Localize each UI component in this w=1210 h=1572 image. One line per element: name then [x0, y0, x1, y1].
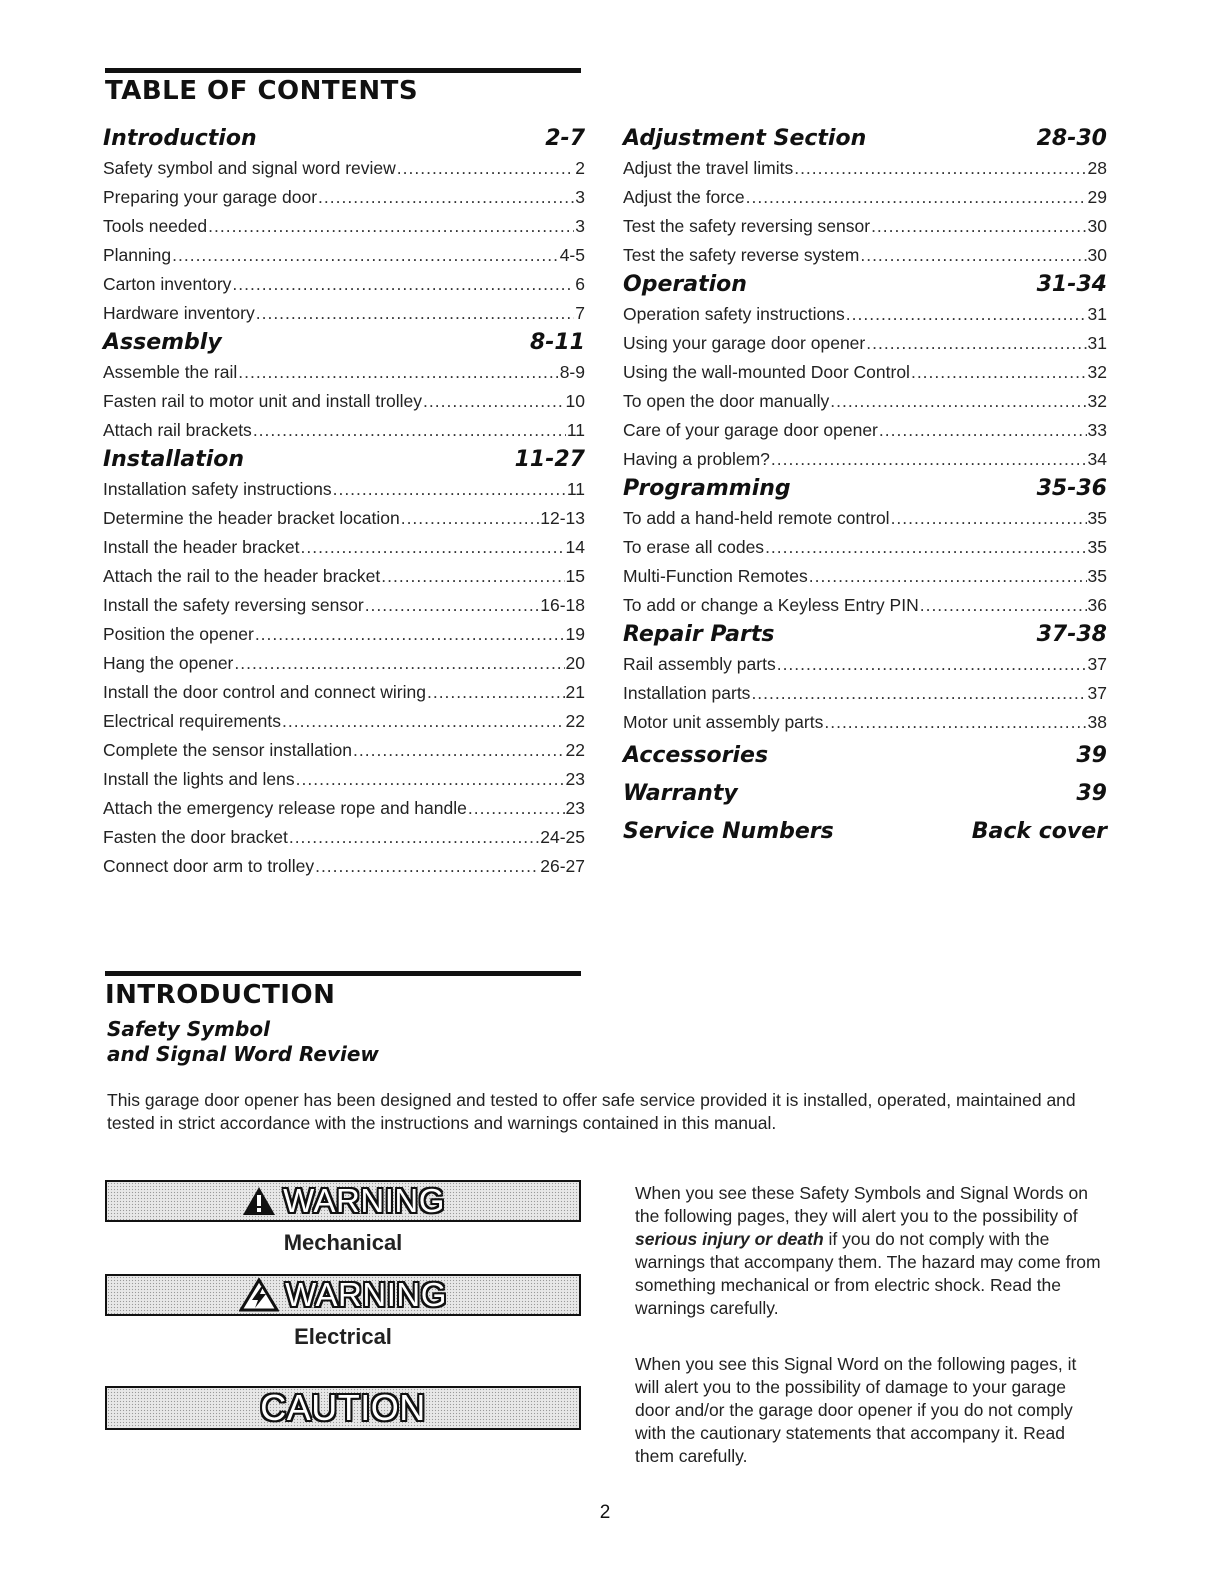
- intro-title: INTRODUCTION: [105, 980, 336, 1010]
- toc-entry[interactable]: [103, 765, 585, 794]
- toc-section-pages: 37-38: [1036, 622, 1107, 647]
- toc-entry-text: Attach rail brackets: [103, 420, 252, 440]
- toc-section-pages: 11-27: [514, 447, 585, 472]
- warning-explanation: [635, 1182, 1105, 1320]
- toc-dot-leader: [794, 154, 1086, 183]
- toc-entry-page: 3: [575, 187, 585, 207]
- toc-dot-leader: [830, 387, 1086, 416]
- toc-dot-leader: [427, 678, 565, 707]
- toc-dot-leader: [860, 241, 1086, 270]
- toc-dot-leader: [381, 562, 564, 591]
- toc-entry-text: Hang the opener: [103, 653, 234, 673]
- toc-entry-page: 15: [565, 566, 585, 586]
- toc-dot-leader: [296, 765, 565, 794]
- toc-dot-leader: [751, 679, 1086, 708]
- toc-left-column: [103, 124, 585, 881]
- toc-entry-page: 30: [1087, 216, 1107, 236]
- toc-entry-page: 16-18: [540, 595, 585, 615]
- toc-entry-page: 33: [1087, 420, 1107, 440]
- toc-entry-text: Having a problem?: [623, 449, 770, 469]
- toc-entry-page: 26-27: [540, 856, 585, 876]
- toc-entry[interactable]: [103, 212, 585, 241]
- toc-dot-leader: [232, 270, 574, 299]
- toc-entry[interactable]: [623, 329, 1107, 358]
- toc-dot-leader: [920, 591, 1087, 620]
- toc-entry-text: Tools needed: [103, 216, 208, 236]
- warning-explanation-post: if you do not comply with the warnings that accompany them. The hazard may come from something mechanical or from electric shock. Read the warnings carefully.: [635, 1229, 1101, 1318]
- toc-entry-page: 4-5: [559, 245, 585, 265]
- toc-entry-text: Carton inventory: [103, 274, 232, 294]
- toc-entry[interactable]: [623, 679, 1107, 708]
- toc-entry[interactable]: [623, 416, 1107, 445]
- toc-entry-page: 8-9: [559, 362, 585, 382]
- toc-entry-text: Fasten rail to motor unit and install trolley: [103, 391, 423, 411]
- toc-entry-text: Preparing your garage door: [103, 187, 318, 207]
- toc-entry-page: 22: [565, 711, 585, 731]
- toc-entry-page: 23: [565, 769, 585, 789]
- toc-entry[interactable]: [103, 299, 585, 328]
- toc-entry[interactable]: [623, 183, 1107, 212]
- toc-entry-page: 10: [565, 391, 585, 411]
- toc-entry[interactable]: [103, 270, 585, 299]
- toc-section-heading[interactable]: [623, 775, 1107, 813]
- toc-dot-leader: [318, 183, 574, 212]
- toc-entry-page: 38: [1087, 712, 1107, 732]
- intro-subtitle: [107, 1017, 379, 1067]
- toc-entry[interactable]: [103, 852, 585, 881]
- toc-entry-text: Multi-Function Remotes: [623, 566, 808, 586]
- toc-entry[interactable]: [623, 300, 1107, 329]
- warning-electrical-sign: [105, 1274, 581, 1316]
- toc-entry-page: 31: [1087, 304, 1107, 324]
- toc-entry[interactable]: [103, 183, 585, 212]
- toc-entry[interactable]: [103, 794, 585, 823]
- intro-subtitle-line2: and Signal Word Review: [107, 1042, 379, 1066]
- toc-entry-page: 32: [1087, 362, 1107, 382]
- warning-word: WARNING: [285, 1276, 447, 1313]
- toc-section-pages: Back cover: [971, 819, 1107, 844]
- toc-entry-text: Motor unit assembly parts: [623, 712, 824, 732]
- toc-section-heading[interactable]: [623, 270, 1107, 300]
- toc-entry-page: 34: [1087, 449, 1107, 469]
- toc-entry-text: Using your garage door opener: [623, 333, 866, 353]
- toc-entry-page: 28: [1087, 158, 1107, 178]
- toc-entry[interactable]: [103, 736, 585, 765]
- toc-entry-text: Test the safety reverse system: [623, 245, 860, 265]
- intro-subtitle-line1: Safety Symbol: [107, 1017, 270, 1041]
- toc-right-column: [623, 124, 1107, 851]
- lightning-triangle-icon: [239, 1278, 279, 1312]
- toc-section-pages: 35-36: [1036, 476, 1107, 501]
- toc-title: TABLE OF CONTENTS: [105, 76, 419, 106]
- toc-entry-text: Complete the sensor installation: [103, 740, 353, 760]
- warning-word: WARNING: [283, 1182, 445, 1219]
- toc-entry-text: Install the safety reversing sensor: [103, 595, 364, 615]
- toc-entry[interactable]: [623, 154, 1107, 183]
- toc-entry-page: 23: [565, 798, 585, 818]
- toc-entry-page: 21: [565, 682, 585, 702]
- toc-section-heading[interactable]: [103, 328, 585, 358]
- toc-dot-leader: [809, 562, 1087, 591]
- toc-entry[interactable]: [103, 241, 585, 270]
- toc-entry-page: 20: [565, 653, 585, 673]
- toc-section-title: Accessories: [623, 743, 769, 768]
- toc-entry[interactable]: [623, 212, 1107, 241]
- toc-entry[interactable]: [103, 562, 585, 591]
- toc-entry-text: Installation parts: [623, 683, 751, 703]
- toc-entry-page: 12-13: [540, 508, 585, 528]
- toc-entry-page: 37: [1087, 683, 1107, 703]
- toc-dot-leader: [234, 649, 564, 678]
- toc-entry-page: 35: [1087, 537, 1107, 557]
- toc-entry-text: Care of your garage door opener: [623, 420, 878, 440]
- toc-entry-text: Assemble the rail: [103, 362, 238, 382]
- toc-entry-text: Fasten the door bracket: [103, 827, 288, 847]
- toc-dot-leader: [866, 329, 1086, 358]
- caution-sign: [105, 1386, 581, 1430]
- toc-entry-text: Using the wall-mounted Door Control: [623, 362, 910, 382]
- toc-section-title: Assembly: [103, 330, 222, 355]
- warning-emphasis: serious injury or death: [635, 1229, 824, 1249]
- toc-entry[interactable]: [103, 649, 585, 678]
- toc-entry-page: 29: [1087, 187, 1107, 207]
- toc-entry-page: 7: [575, 303, 585, 323]
- toc-dot-leader: [282, 707, 565, 736]
- toc-dot-leader: [365, 591, 540, 620]
- toc-entry[interactable]: [103, 504, 585, 533]
- toc-dot-leader: [208, 212, 574, 241]
- toc-entry-page: 35: [1087, 566, 1107, 586]
- toc-dot-leader: [301, 533, 565, 562]
- toc-entry-page: 11: [566, 420, 585, 440]
- toc-entry[interactable]: [623, 445, 1107, 474]
- toc-entry[interactable]: [623, 241, 1107, 270]
- toc-section-title: Operation: [623, 272, 747, 297]
- toc-section-title: Installation: [103, 447, 245, 472]
- toc-section-title: Introduction: [103, 126, 257, 151]
- toc-dot-leader: [824, 708, 1086, 737]
- toc-entry[interactable]: [623, 358, 1107, 387]
- page-number: 2: [599, 1502, 611, 1523]
- intro-top-rule: [105, 971, 581, 976]
- toc-section-heading[interactable]: [623, 813, 1107, 851]
- toc-entry-page: 6: [575, 274, 585, 294]
- toc-entry-page: 36: [1087, 595, 1107, 615]
- toc-entry-page: 35: [1087, 508, 1107, 528]
- toc-entry-text: Install the lights and lens: [103, 769, 295, 789]
- toc-entry-text: Install the header bracket: [103, 537, 300, 557]
- toc-entry[interactable]: [623, 562, 1107, 591]
- toc-section-heading[interactable]: [103, 124, 585, 154]
- toc-dot-leader: [253, 416, 566, 445]
- toc-entry-text: Electrical requirements: [103, 711, 281, 731]
- toc-entry[interactable]: [623, 387, 1107, 416]
- toc-top-rule: [105, 68, 581, 73]
- toc-entry-page: 11: [566, 479, 585, 499]
- toc-dot-leader: [846, 300, 1087, 329]
- toc-entry[interactable]: [623, 533, 1107, 562]
- toc-entry[interactable]: [103, 358, 585, 387]
- toc-dot-leader: [353, 736, 565, 765]
- toc-dot-leader: [879, 416, 1087, 445]
- toc-section-title: Repair Parts: [623, 622, 775, 647]
- toc-entry-text: To add a hand-held remote control: [623, 508, 890, 528]
- toc-entry[interactable]: [623, 504, 1107, 533]
- toc-section-pages: 2-7: [545, 126, 585, 151]
- toc-dot-leader: [256, 299, 575, 328]
- toc-section-title: Service Numbers: [623, 819, 834, 844]
- toc-section-pages: 28-30: [1036, 126, 1107, 151]
- toc-entry-page: 19: [565, 624, 585, 644]
- toc-entry-page: 2: [575, 158, 585, 178]
- toc-dot-leader: [289, 823, 539, 852]
- toc-entry-text: Adjust the travel limits: [623, 158, 794, 178]
- toc-entry-page: 37: [1087, 654, 1107, 674]
- toc-entry-text: Installation safety instructions: [103, 479, 332, 499]
- toc-entry-text: Position the opener: [103, 624, 254, 644]
- toc-entry-page: 24-25: [540, 827, 585, 847]
- toc-entry-text: Planning: [103, 245, 172, 265]
- toc-entry[interactable]: [623, 650, 1107, 679]
- caution-word: CAUTION: [260, 1387, 426, 1428]
- toc-entry-text: Rail assembly parts: [623, 654, 776, 674]
- toc-entry[interactable]: [103, 533, 585, 562]
- toc-entry-page: 3: [575, 216, 585, 236]
- alert-triangle-icon: [241, 1185, 277, 1217]
- toc-entry-page: 31: [1087, 333, 1107, 353]
- toc-section-heading[interactable]: [623, 124, 1107, 154]
- toc-entry-text: Hardware inventory: [103, 303, 255, 323]
- toc-section-heading[interactable]: [623, 737, 1107, 775]
- electrical-label: Electrical: [294, 1324, 392, 1349]
- toc-section-pages: 39: [1076, 781, 1107, 806]
- toc-entry[interactable]: [103, 416, 585, 445]
- toc-entry-text: Operation safety instructions: [623, 304, 845, 324]
- toc-entry-page: 14: [565, 537, 585, 557]
- toc-entry-text: Determine the header bracket location: [103, 508, 400, 528]
- toc-entry-page: 22: [565, 740, 585, 760]
- toc-dot-leader: [423, 387, 564, 416]
- toc-dot-leader: [871, 212, 1086, 241]
- toc-section-title: Programming: [623, 476, 791, 501]
- toc-dot-leader: [238, 358, 558, 387]
- toc-dot-leader: [172, 241, 559, 270]
- toc-dot-leader: [333, 475, 566, 504]
- toc-entry-text: To open the door manually: [623, 391, 830, 411]
- toc-section-pages: 31-34: [1036, 272, 1107, 297]
- toc-entry-text: Adjust the force: [623, 187, 745, 207]
- toc-entry-text: Install the door control and connect wiring: [103, 682, 426, 702]
- toc-entry[interactable]: [103, 154, 585, 183]
- toc-dot-leader: [911, 358, 1087, 387]
- caution-explanation: When you see this Signal Word on the following pages, it will alert you to the possibility of damage to your garage door and/or the garage door opener if you do not comply with the cautionary statements that accompany it. Read them carefully.: [635, 1354, 1077, 1466]
- toc-dot-leader: [401, 504, 540, 533]
- toc-section-title: Adjustment Section: [623, 126, 867, 151]
- toc-entry[interactable]: [103, 678, 585, 707]
- mechanical-label: Mechanical: [283, 1230, 403, 1255]
- toc-entry-page: 32: [1087, 391, 1107, 411]
- toc-entry[interactable]: [103, 591, 585, 620]
- toc-section-heading[interactable]: [103, 445, 585, 475]
- toc-entry[interactable]: [623, 708, 1107, 737]
- toc-dot-leader: [771, 445, 1087, 474]
- toc-dot-leader: [315, 852, 539, 881]
- toc-entry[interactable]: [103, 707, 585, 736]
- toc-dot-leader: [765, 533, 1086, 562]
- toc-section-title: Warranty: [623, 781, 738, 806]
- warning-mechanical-sign: [105, 1180, 581, 1222]
- toc-entry-text: Attach the rail to the header bracket: [103, 566, 381, 586]
- toc-entry[interactable]: [103, 387, 585, 416]
- toc-entry-text: Attach the emergency release rope and handle: [103, 798, 467, 818]
- intro-paragraph: This garage door opener has been designed and tested to offer safe service provided it is installed, operated, maintained and tested in strict accordance with the instructions and warnings contained in this manual.: [107, 1090, 1076, 1133]
- toc-dot-leader: [468, 794, 565, 823]
- toc-entry-text: To erase all codes: [623, 537, 765, 557]
- toc-entry-text: Test the safety reversing sensor: [623, 216, 871, 236]
- toc-dot-leader: [255, 620, 565, 649]
- toc-entry[interactable]: [103, 620, 585, 649]
- toc-dot-leader: [746, 183, 1087, 212]
- toc-entry[interactable]: [103, 475, 585, 504]
- toc-dot-leader: [397, 154, 574, 183]
- toc-section-heading[interactable]: [623, 620, 1107, 650]
- toc-section-heading[interactable]: [623, 474, 1107, 504]
- toc-entry-text: Safety symbol and signal word review: [103, 158, 396, 178]
- toc-entry-text: Connect door arm to trolley: [103, 856, 315, 876]
- toc-section-pages: 39: [1076, 743, 1107, 768]
- toc-dot-leader: [891, 504, 1087, 533]
- toc-entry-text: To add or change a Keyless Entry PIN: [623, 595, 919, 615]
- toc-entry[interactable]: [623, 591, 1107, 620]
- warning-explanation-pre: When you see these Safety Symbols and Signal Words on the following pages, they will alert you to the possibility of: [635, 1183, 1088, 1226]
- toc-section-pages: 8-11: [529, 330, 585, 355]
- toc-entry-page: 30: [1087, 245, 1107, 265]
- toc-dot-leader: [777, 650, 1087, 679]
- toc-entry[interactable]: [103, 823, 585, 852]
